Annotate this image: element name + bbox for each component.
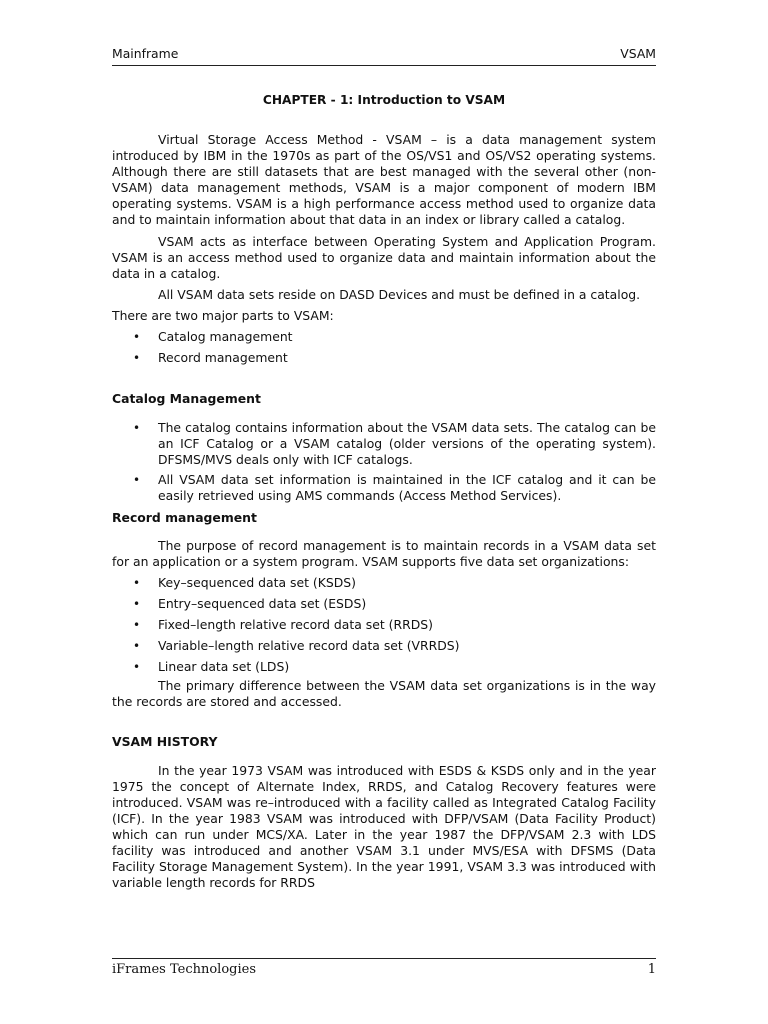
bullet-icon: • bbox=[133, 473, 141, 487]
list-item: • Record management bbox=[133, 350, 288, 365]
list-item: • Variable–length relative record data set (VRRDS) bbox=[133, 638, 460, 653]
page-footer bbox=[112, 958, 656, 978]
list-item: • Entry–sequenced data set (ESDS) bbox=[133, 596, 367, 611]
list-item: • Fixed–length relative record data set (RRDS) bbox=[133, 617, 433, 632]
header-right: VSAM bbox=[620, 46, 656, 61]
page-content bbox=[112, 92, 656, 891]
intro-paragraph-3: All VSAM data sets reside on DASD Devices and must be defined in a catalog. bbox=[158, 287, 641, 302]
record-paragraph-2: The primary difference between the VSAM data set organizations is in the way the records are stored and accessed. bbox=[112, 678, 656, 709]
catalog-heading: Catalog Management bbox=[112, 391, 261, 406]
bullet-icon: • bbox=[133, 618, 141, 632]
bullet-icon: • bbox=[133, 639, 141, 653]
history-paragraph: In the year 1973 VSAM was introduced with ESDS & KSDS only and in the year 1975 the concept of Alternate Index, RRDS, and Catalog Recovery features were introduced. VSAM was re–introduced with a facility called as Integrated Catalog Facility (ICF). In the year 1983 VSAM was introduced with DFP/VSAM (Data Facility Product) which can run under MCS/XA. Later in the year 1987 the DFP/VSAM 2.3 with LDS facility was introduced and another VSAM 3.1 under MVS/ESA with DFSMS (Data Facility Storage Management System). In the year 1991, VSAM 3.3 was introduced with variable length records for RRDS bbox=[112, 763, 656, 890]
bullet-icon: • bbox=[133, 421, 141, 435]
intro-paragraph-2: VSAM acts as interface between Operating System and Application Program. VSAM is an access method used to organize data and maintain information about the data in a catalog. bbox=[112, 234, 656, 281]
footer-company: iFrames Technologies bbox=[112, 962, 257, 977]
page-number: 1 bbox=[647, 962, 656, 977]
vsam-parts-list bbox=[112, 329, 656, 366]
bullet-icon: • bbox=[133, 660, 141, 674]
bullet-icon: • bbox=[133, 351, 141, 365]
header-left: Mainframe bbox=[112, 46, 179, 61]
chapter-title: CHAPTER - 1: Introduction to VSAM bbox=[262, 93, 506, 107]
bullet-icon: • bbox=[133, 576, 141, 590]
bullet-icon: • bbox=[133, 330, 141, 344]
list-item: • Key–sequenced data set (KSDS) bbox=[133, 575, 356, 590]
list-item: • Linear data set (LDS) bbox=[133, 659, 290, 674]
record-list bbox=[112, 575, 656, 675]
page-header bbox=[112, 46, 656, 66]
record-paragraph-1: The purpose of record management is to maintain records in a VSAM data set for an application or a system program. VSAM supports five data set organizations: bbox=[112, 538, 656, 569]
record-heading: Record management bbox=[112, 510, 257, 525]
catalog-list bbox=[112, 420, 656, 504]
intro-paragraph-1: Virtual Storage Access Method - VSAM – is a data management system introduced by IBM in the 1970s as part of the OS/VS1 and OS/VS2 operating systems. Although there are still datasets that are best managed with the several other (non-VSAM) data management methods, VSAM is a major component of modern IBM operating systems. VSAM is a high performance access method used to organize data and to maintain information about that data in an index or library called a catalog. bbox=[112, 132, 656, 227]
list-item: • Catalog management bbox=[133, 329, 293, 344]
bullet-icon: • bbox=[133, 597, 141, 611]
list-item: • The catalog contains information about the VSAM data sets. The catalog can be an ICF Catalog or a VSAM catalog (older versions of the operating system). DFSMS/MVS deals only with ICF catalogs. bbox=[133, 420, 656, 467]
list-item: • All VSAM data set information is maintained in the ICF catalog and it can be easily retrieved using AMS commands (Access Method Services). bbox=[133, 472, 656, 503]
history-heading: VSAM HISTORY bbox=[112, 734, 218, 749]
intro-paragraph-4: There are two major parts to VSAM: bbox=[112, 308, 334, 323]
